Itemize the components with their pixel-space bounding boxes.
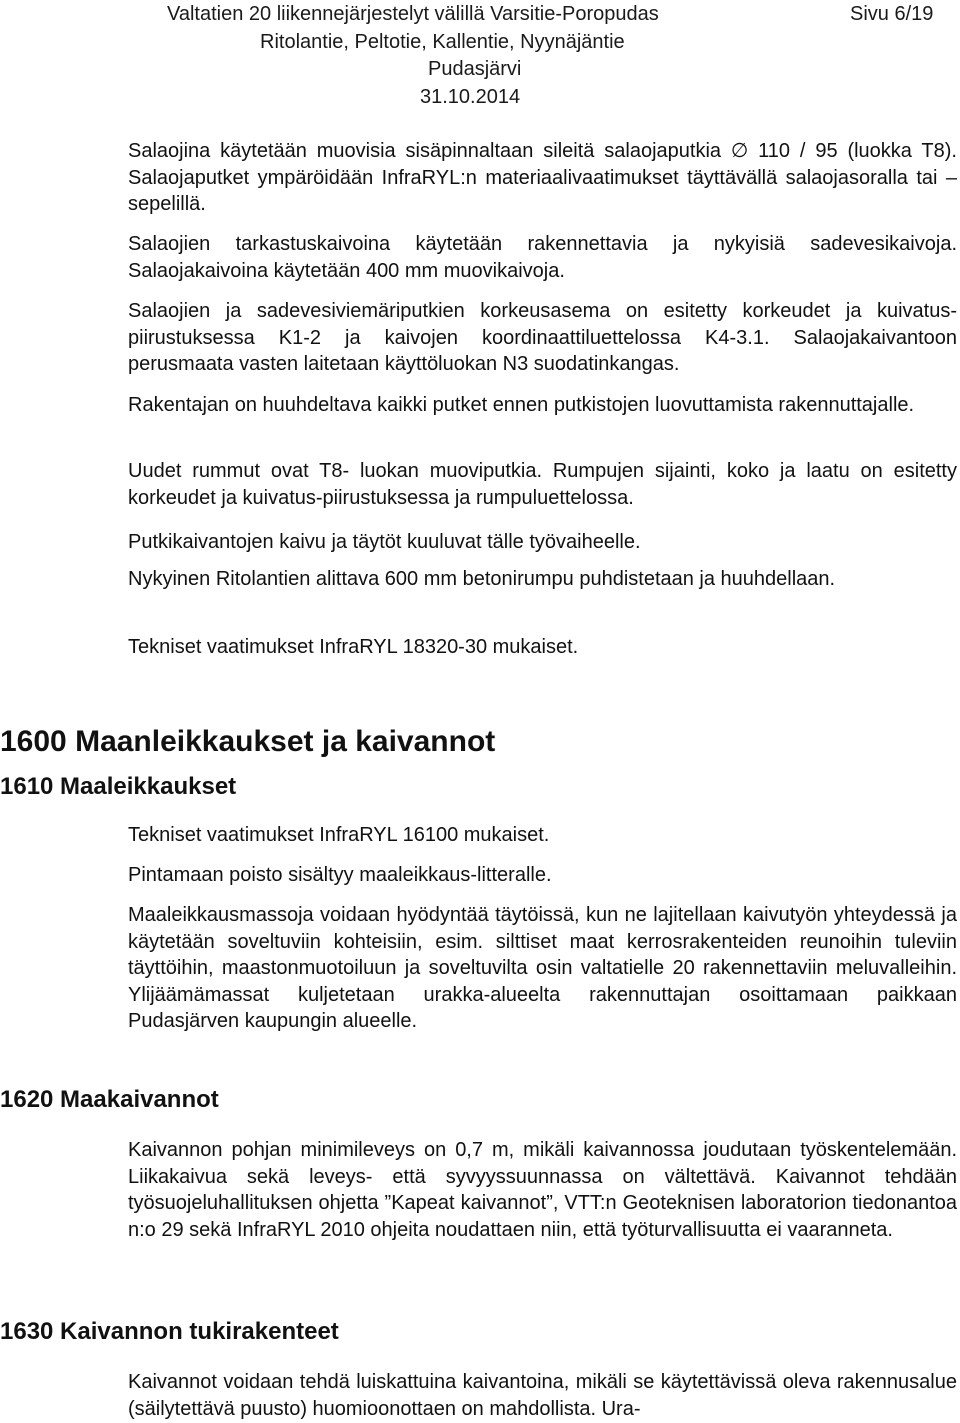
paragraph-text: Pintamaan poisto sisältyy maaleikkaus-litteralle. <box>128 864 552 886</box>
intro-paragraph-5 <box>128 458 957 511</box>
header-location: Pudasjärvi <box>428 58 522 80</box>
s1630-paragraph-1 <box>128 1369 957 1422</box>
page-number: Sivu 6/19 <box>850 3 934 25</box>
paragraph-text: Nykyinen Ritolantien alittava 600 mm betonirumpu puhdistetaan ja huuhdellaan. <box>128 568 836 590</box>
header-date: 31.10.2014 <box>420 86 521 108</box>
paragraph-text: Salaojina käytetään muovisia sisäpinnaltaan sileitä salaojaputkia ∅ 110 / 95 (luokka T8). Salaojaputket ympäröidään InfraRYL:n materiaalivaatimukset täyttävällä salaojasoralla tai –sepelillä. <box>128 140 957 215</box>
paragraph-text: Salaojien ja sadevesiviemäriputkien korkeusasema on esitetty korkeudet ja kuivatus-piirustuksessa K1-2 ja kaivojen koordinaattiluettelossa K4-3.1. Salaojakaivantoon perusmaata vasten laitetaan käyttöluokan N3 suodatinkangas. <box>128 300 957 375</box>
s1620-paragraph-1 <box>128 1137 957 1243</box>
intro-paragraph-7 <box>128 566 957 593</box>
intro-paragraph-2 <box>128 231 957 284</box>
section-heading-1600: 1600 Maanleikkaukset ja kaivannot <box>0 725 496 758</box>
paragraph-text: Salaojien tarkastuskaivoina käytetään rakennettavia ja nykyisiä sadevesikaivoja. Salaojakaivoina käytetään 400 mm muovikaivoja. <box>128 233 957 282</box>
header-project-title: Valtatien 20 liikennejärjestelyt välillä Varsitie-Poropudas <box>167 3 659 25</box>
section-heading-1630: 1630 Kaivannon tukirakenteet <box>0 1318 339 1345</box>
header-roads: Ritolantie, Peltotie, Kallentie, Nyynäjäntie <box>260 31 625 53</box>
intro-paragraph-6 <box>128 529 957 556</box>
paragraph-text: Kaivannot voidaan tehdä luiskattuina kaivantoina, mikäli se käytettävissä oleva rakennusalue (säilytettävä puusto) huomioonottaen on mahdollista. Ura- <box>128 1371 957 1420</box>
paragraph-text: Maaleikkausmassoja voidaan hyödyntää täytöissä, kun ne lajitellaan kaivutyön yhteydessä ja käytetään soveltuviin kohteisiin, esim. silttiset maat kerrosrakenteiden reunoihin tuleviin täyttöihin, maastonmuotoiluun ja soveltuvilta osin valtatielle 20 rakennettaviin meluvalleihin. Ylijäämämassat kuljetetaan urakka-alueelta rakennuttajan osoittamaan paikkaan Pudasjärven kaupungin alueelle. <box>128 904 957 1032</box>
section-heading-1610: 1610 Maaleikkaukset <box>0 773 237 800</box>
paragraph-text: Uudet rummut ovat T8- luokan muoviputkia. Rumpujen sijainti, koko ja laatu on esitetty korkeudet ja kuivatus-piirustuksessa ja rumpuluettelossa. <box>128 460 957 509</box>
page-header <box>0 0 960 110</box>
intro-paragraph-1 <box>128 138 957 218</box>
intro-paragraph-3 <box>128 298 957 378</box>
intro-paragraph-8 <box>128 634 957 661</box>
s1610-paragraph-3 <box>128 902 957 1035</box>
s1610-paragraph-1 <box>128 822 957 849</box>
paragraph-text: Tekniset vaatimukset InfraRYL 18320-30 mukaiset. <box>128 636 579 658</box>
paragraph-text: Putkikaivantojen kaivu ja täytöt kuuluvat tälle työvaiheelle. <box>128 531 641 553</box>
paragraph-text: Kaivannon pohjan minimileveys on 0,7 m, mikäli kaivannossa joudutaan työskentelemään. Liikakaivua sekä leveys- että syvyyssuunnassa on vältettävä. Kaivannot tehdään työsuojeluhallituksen ohjetta ”Kapeat kaivannot”, VTT:n Geoteknisen laboratorion tiedonantoa n:o 29 sekä InfraRYL 2010 ohjeita noudattaen niin, että työturvallisuutta ei vaaranneta. <box>128 1139 957 1241</box>
section-heading-1620: 1620 Maakaivannot <box>0 1086 219 1113</box>
intro-paragraph-4 <box>128 392 957 419</box>
paragraph-text: Tekniset vaatimukset InfraRYL 16100 mukaiset. <box>128 824 550 846</box>
paragraph-text: Rakentajan on huuhdeltava kaikki putket ennen putkistojen luovuttamista rakennuttajalle. <box>128 394 915 416</box>
s1610-paragraph-2 <box>128 862 957 889</box>
